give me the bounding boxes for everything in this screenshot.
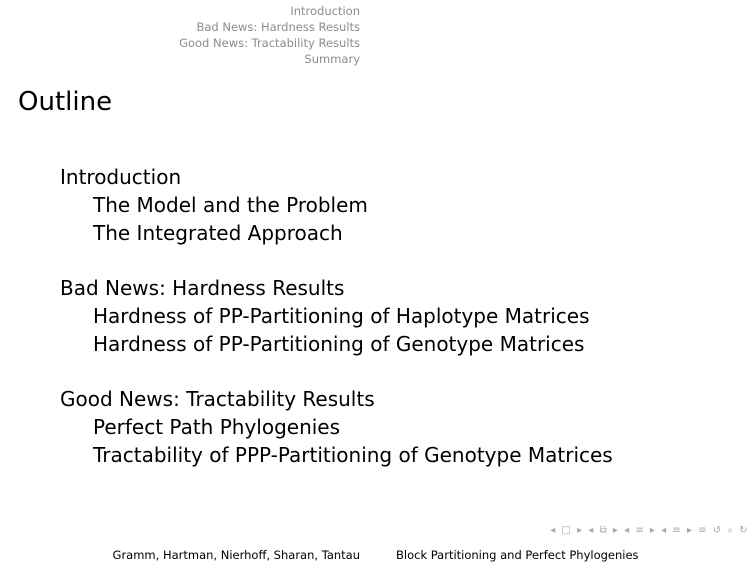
outline-subsection[interactable]: The Model and the Problem [93,193,368,217]
header-section-link-good-news[interactable]: Good News: Tractability Results [179,36,360,50]
align-icon[interactable]: ≡ [698,525,708,536]
header-navigation [179,3,360,67]
outline-section [60,163,740,247]
subsection-prev-icon[interactable]: ◂ [588,525,594,536]
footer-short-title: Block Partitioning and Perfect Phylogenies [396,548,639,562]
outline-subsection[interactable]: Tractability of PPP-Partitioning of Genotype Matrices [93,443,613,467]
frame-icon[interactable]: □ [561,525,572,536]
outline-section [60,385,740,469]
frame-next-icon[interactable]: ▸ [577,525,583,536]
section-prev-icon[interactable]: ◂ [624,525,630,536]
presentation-prev-icon[interactable]: ◂ [661,525,667,536]
section-next-icon[interactable]: ▸ [649,525,656,536]
section-icon[interactable]: ≡ [635,525,645,536]
presentation-next-icon[interactable]: ▸ [686,525,693,536]
presentation-icon[interactable]: ≡ [672,525,682,536]
outline-subsection[interactable]: Hardness of PP-Partitioning of Haplotype Matrices [93,304,590,328]
outline-section-title[interactable]: Good News: Tractability Results [60,387,375,411]
outline-subsection[interactable]: The Integrated Approach [93,221,343,245]
outline-list [60,163,740,496]
header-section-link-bad-news[interactable]: Bad News: Hardness Results [196,20,360,34]
frame-prev-icon[interactable]: ◂ [550,525,556,536]
outline-subsection[interactable]: Hardness of PP-Partitioning of Genotype Matrices [93,332,585,356]
subsection-next-icon[interactable]: ▸ [612,525,619,536]
frame-title: Outline [18,87,113,117]
header-section-link-summary[interactable]: Summary [304,52,360,66]
outline-section-title[interactable]: Introduction [60,165,182,189]
footer [0,547,756,563]
outline-section [60,274,740,358]
back-icon[interactable]: ↺ [712,525,722,536]
outline-section-title[interactable]: Bad News: Hardness Results [60,276,345,300]
subsection-icon[interactable]: ⧉ [599,525,608,536]
header-section-link-introduction[interactable]: Introduction [290,4,360,18]
search-icon[interactable]: ⌕ [727,525,734,536]
beamer-navigation-symbols [548,525,748,536]
footer-authors: Gramm, Hartman, Nierhoff, Sharan, Tantau [112,548,360,562]
outline-subsection[interactable]: Perfect Path Phylogenies [93,415,341,439]
forward-icon[interactable]: ↻ [739,525,748,536]
